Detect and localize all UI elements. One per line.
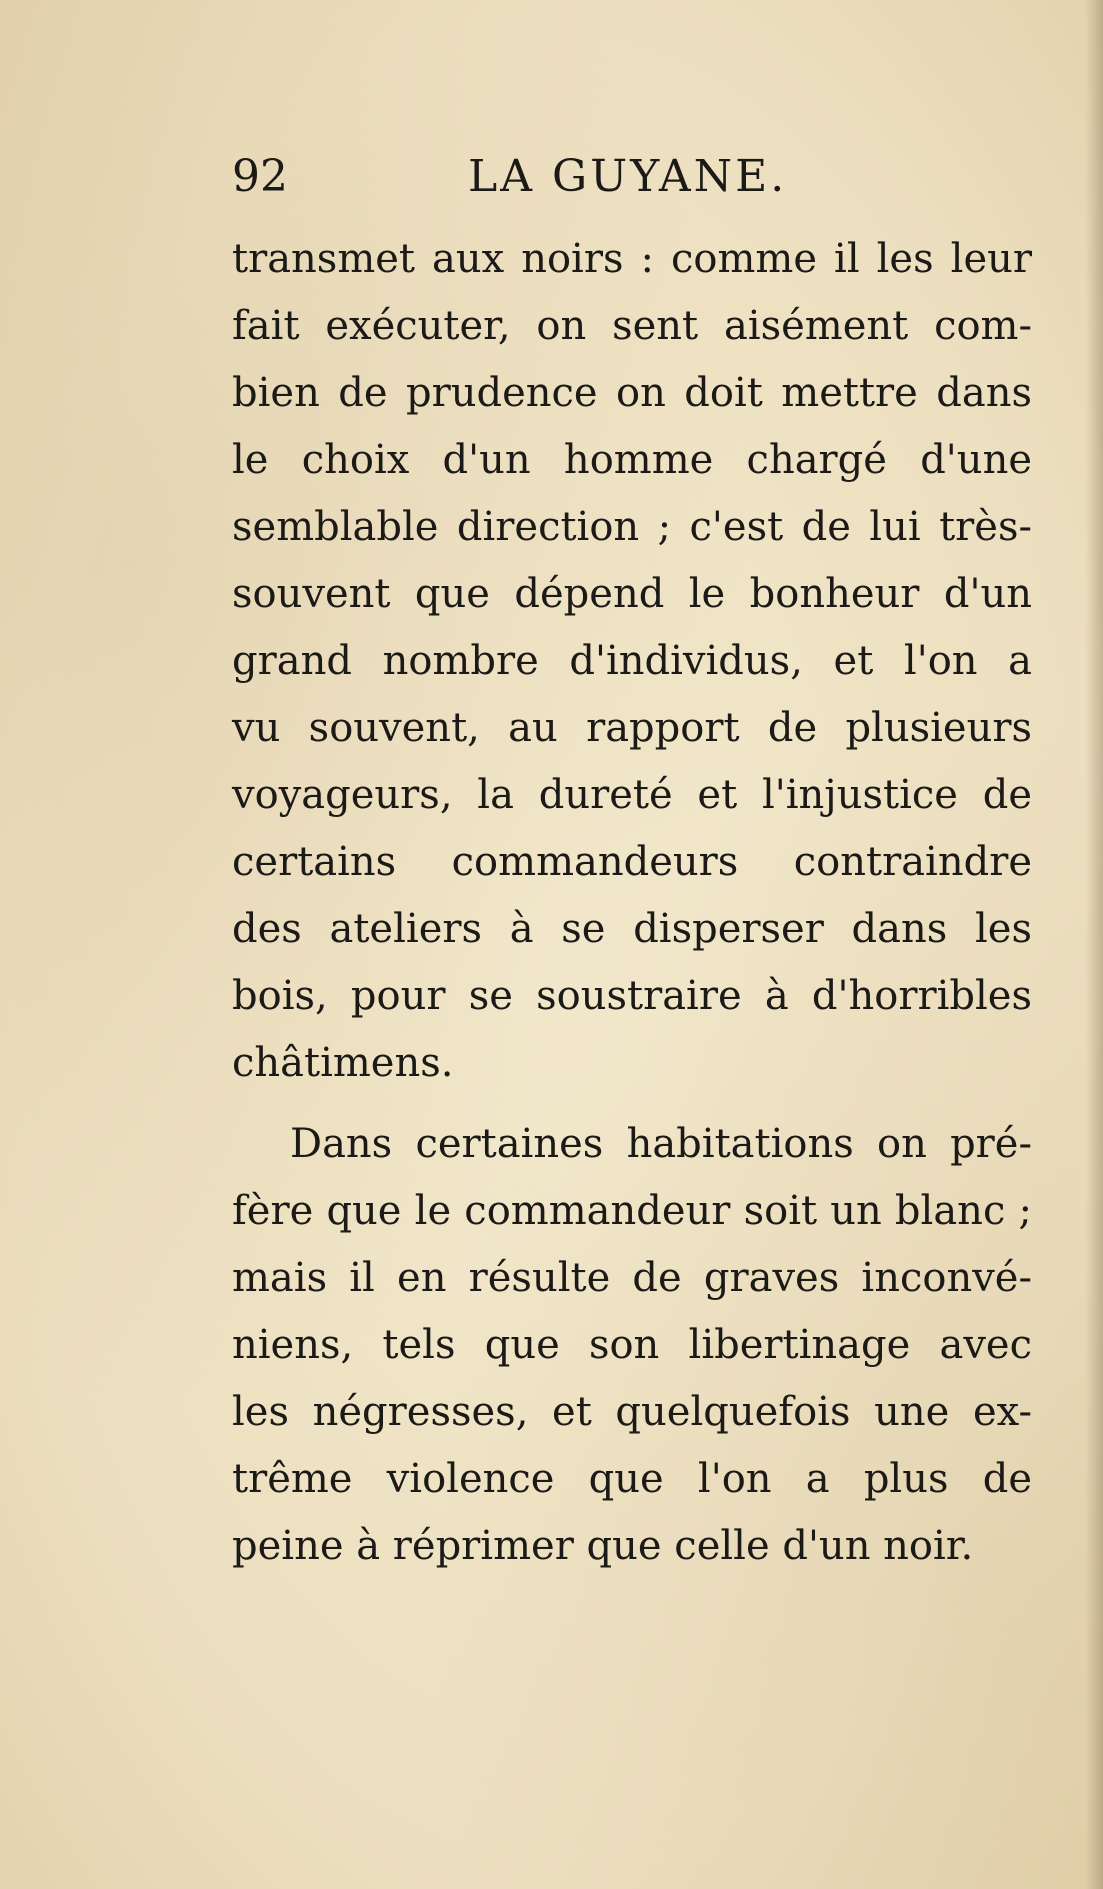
- text-line: peine à réprimer que celle d'un noir.: [232, 1523, 974, 1569]
- text-line: trême violence que l'on a plus de: [232, 1456, 1032, 1502]
- text-line: Dans certaines habitations on pré-: [290, 1121, 1032, 1167]
- text-line: certains commandeurs contraindre: [232, 839, 1032, 885]
- text-line: souvent que dépend le bonheur d'un: [232, 571, 1032, 617]
- text-line: les négresses, et quelquefois une ex-: [232, 1389, 1032, 1435]
- text-line: le choix d'un homme chargé d'une: [232, 437, 1032, 483]
- text-line: châtimens.: [232, 1040, 454, 1086]
- page-edge-shadow: [1085, 0, 1103, 1889]
- text-line: fère que le commandeur soit un blanc ;: [232, 1188, 1032, 1234]
- paragraph-2: [232, 1111, 1032, 1580]
- page-header: [232, 152, 1032, 202]
- text-line: fait exécuter, on sent aisément com-: [232, 303, 1032, 349]
- text-line: grand nombre d'individus, et l'on a: [232, 638, 1032, 684]
- text-line: vu souvent, au rapport de plusieurs: [232, 705, 1032, 751]
- running-title: LA GUYANE.: [468, 151, 788, 202]
- text-line: voyageurs, la dureté et l'injustice de: [232, 772, 1032, 818]
- text-line: transmet aux noirs : comme il les leur: [232, 236, 1032, 282]
- paragraph-gap: [232, 1097, 1032, 1111]
- paragraph-1: [232, 226, 1032, 1097]
- text-line: bois, pour se soustraire à d'horribles: [232, 973, 1032, 1019]
- text-line: mais il en résulte de graves inconvé-: [232, 1255, 1032, 1301]
- text-line: niens, tels que son libertinage avec: [232, 1322, 1032, 1368]
- text-line: des ateliers à se disperser dans les: [232, 906, 1032, 952]
- text-line: bien de prudence on doit mettre dans: [232, 370, 1032, 416]
- page-number: 92: [232, 151, 288, 202]
- text-line: semblable direction ; c'est de lui très-: [232, 504, 1032, 550]
- text-body: [232, 226, 1032, 1580]
